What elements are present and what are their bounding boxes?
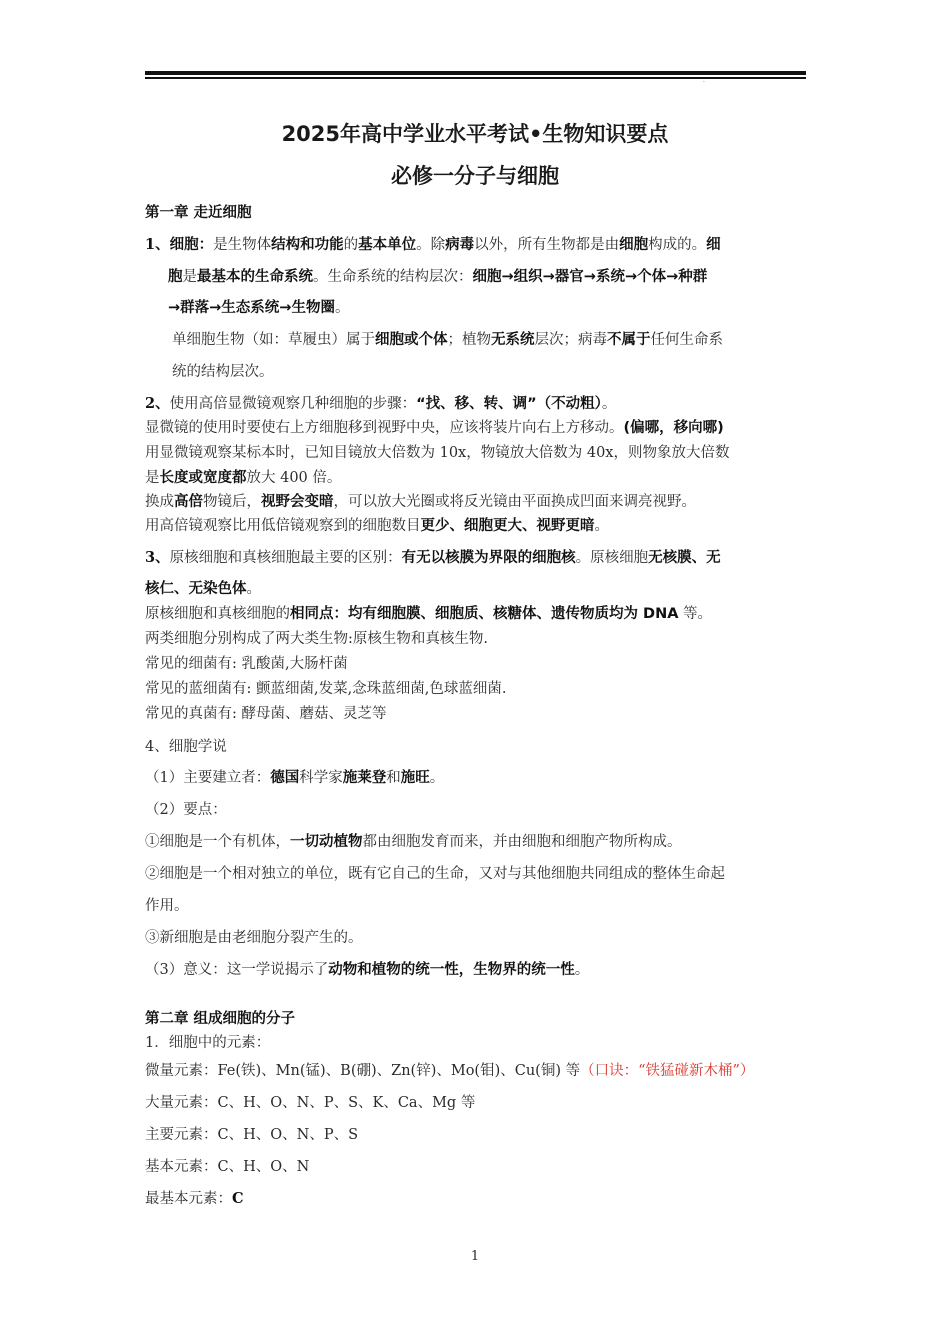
section2-line2: 显微镜的使用时要使右上方细胞移到视野中央，应该将装片向右上方移动。(偏哪，移向哪) (145, 420, 724, 436)
micro-elements: 微量元素：Fe(铁)、Mn(锰)、B(硼)、Zn(锌)、Mo(钼)、Cu(铜) 等（口诀：“铁猛碰新木桶”） (145, 1063, 755, 1079)
section1-line4: 单细胞生物（如：草履虫）属于细胞或个体；植物无系统层次；病毒不属于任何生命系 (172, 332, 723, 348)
most-basic-element: 最基本元素：C (145, 1190, 244, 1207)
section3-line2: 核仁、无染色体。 (145, 581, 261, 597)
section4-line5: ②细胞是一个相对独立的单位，既有它自己的生命，又对与其他细胞共同组成的整体生命起 (145, 866, 725, 882)
section2-line1: 2、使用高倍显微镜观察几种细胞的步骤：“找、移、转、调”（不动粗）。 (145, 395, 617, 412)
section4-line4: ①细胞是一个有机体，一切动植物都由细胞发育而来，并由细胞和细胞产物所构成。 (145, 834, 682, 850)
basic-elements: 基本元素：C、H、O、N (145, 1159, 310, 1175)
section4-line2: （1）主要建立者：德国科学家施莱登和施旺。 (145, 770, 445, 786)
section2-line6: 用高倍镜观察比用低倍镜观察到的细胞数目更少、细胞更大、视野更暗。 (145, 518, 609, 534)
document-title: 2025年高中学业水平考试•生物知识要点 (281, 122, 669, 146)
section3-line6: 常见的蓝细菌有: 颤蓝细菌,发菜,念珠蓝细菌,色球蓝细菌. (145, 681, 507, 697)
section4-line7: ③新细胞是由老细胞分裂产生的。 (145, 930, 363, 946)
mnemonic: （口诀：“铁猛碰新木桶”） (580, 1063, 755, 1079)
main-elements: 主要元素：C、H、O、N、P、S (145, 1127, 359, 1143)
section2-line4: 是长度或宽度都放大 400 倍。 (145, 470, 342, 486)
section3-line1: 3、原核细胞和真核细胞最主要的区别：有无以核膜为界限的细胞核。原核细胞无核膜、无 (145, 549, 721, 566)
section1-line2: 胞是最基本的生命系统。生命系统的结构层次：细胞→组织→器官→系统→个体→种群 (168, 269, 708, 285)
section2-line5: 换成高倍物镜后，视野会变暗，可以放大光圈或将反光镜由平面换成凹面来调亮视野。 (145, 494, 696, 510)
header-rule-thin (145, 77, 806, 79)
section2-line3: 用显微镜观察某标本时，已知目镜放大倍数为 10x，物镜放大倍数为 40x，则物象放大倍数 (145, 445, 730, 461)
elements-heading: 1．细胞中的元素： (145, 1035, 271, 1051)
section4-line1: 4、细胞学说 (145, 739, 227, 755)
header-dot: · (703, 79, 705, 86)
section3-line4: 两类细胞分别构成了两大类生物:原核生物和真核生物. (145, 631, 488, 647)
section4-line3: （2）要点： (145, 802, 227, 818)
section3-line7: 常见的真菌有: 酵母菌、蘑菇、灵芝等 (145, 706, 387, 722)
chapter1-heading: 第一章 走近细胞 (145, 205, 252, 221)
section1-line1: 1、细胞：是生物体结构和功能的基本单位。除病毒以外，所有生物都是由细胞构成的。细 (145, 236, 721, 253)
document-subtitle: 必修一分子与细胞 (391, 164, 559, 188)
header-rule-thick (145, 71, 806, 75)
section1-line3: →群落→生态系统→生物圈。 (168, 300, 350, 316)
section4-line6: 作用。 (145, 898, 189, 914)
macro-elements: 大量元素：C、H、O、N、P、S、K、Ca、Mg 等 (145, 1095, 476, 1111)
page-number: 1 (470, 1249, 480, 1264)
section3-line3: 原核细胞和真核细胞的相同点：均有细胞膜、细胞质、核糖体、遗传物质均为 DNA 等。 (145, 606, 713, 622)
chapter2-heading: 第二章 组成细胞的分子 (145, 1011, 296, 1027)
section4-line8: （3）意义：这一学说揭示了动物和植物的统一性，生物界的统一性。 (145, 962, 590, 978)
section1-line5: 统的结构层次。 (172, 364, 274, 380)
section3-line5: 常见的细菌有: 乳酸菌,大肠杆菌 (145, 656, 348, 672)
